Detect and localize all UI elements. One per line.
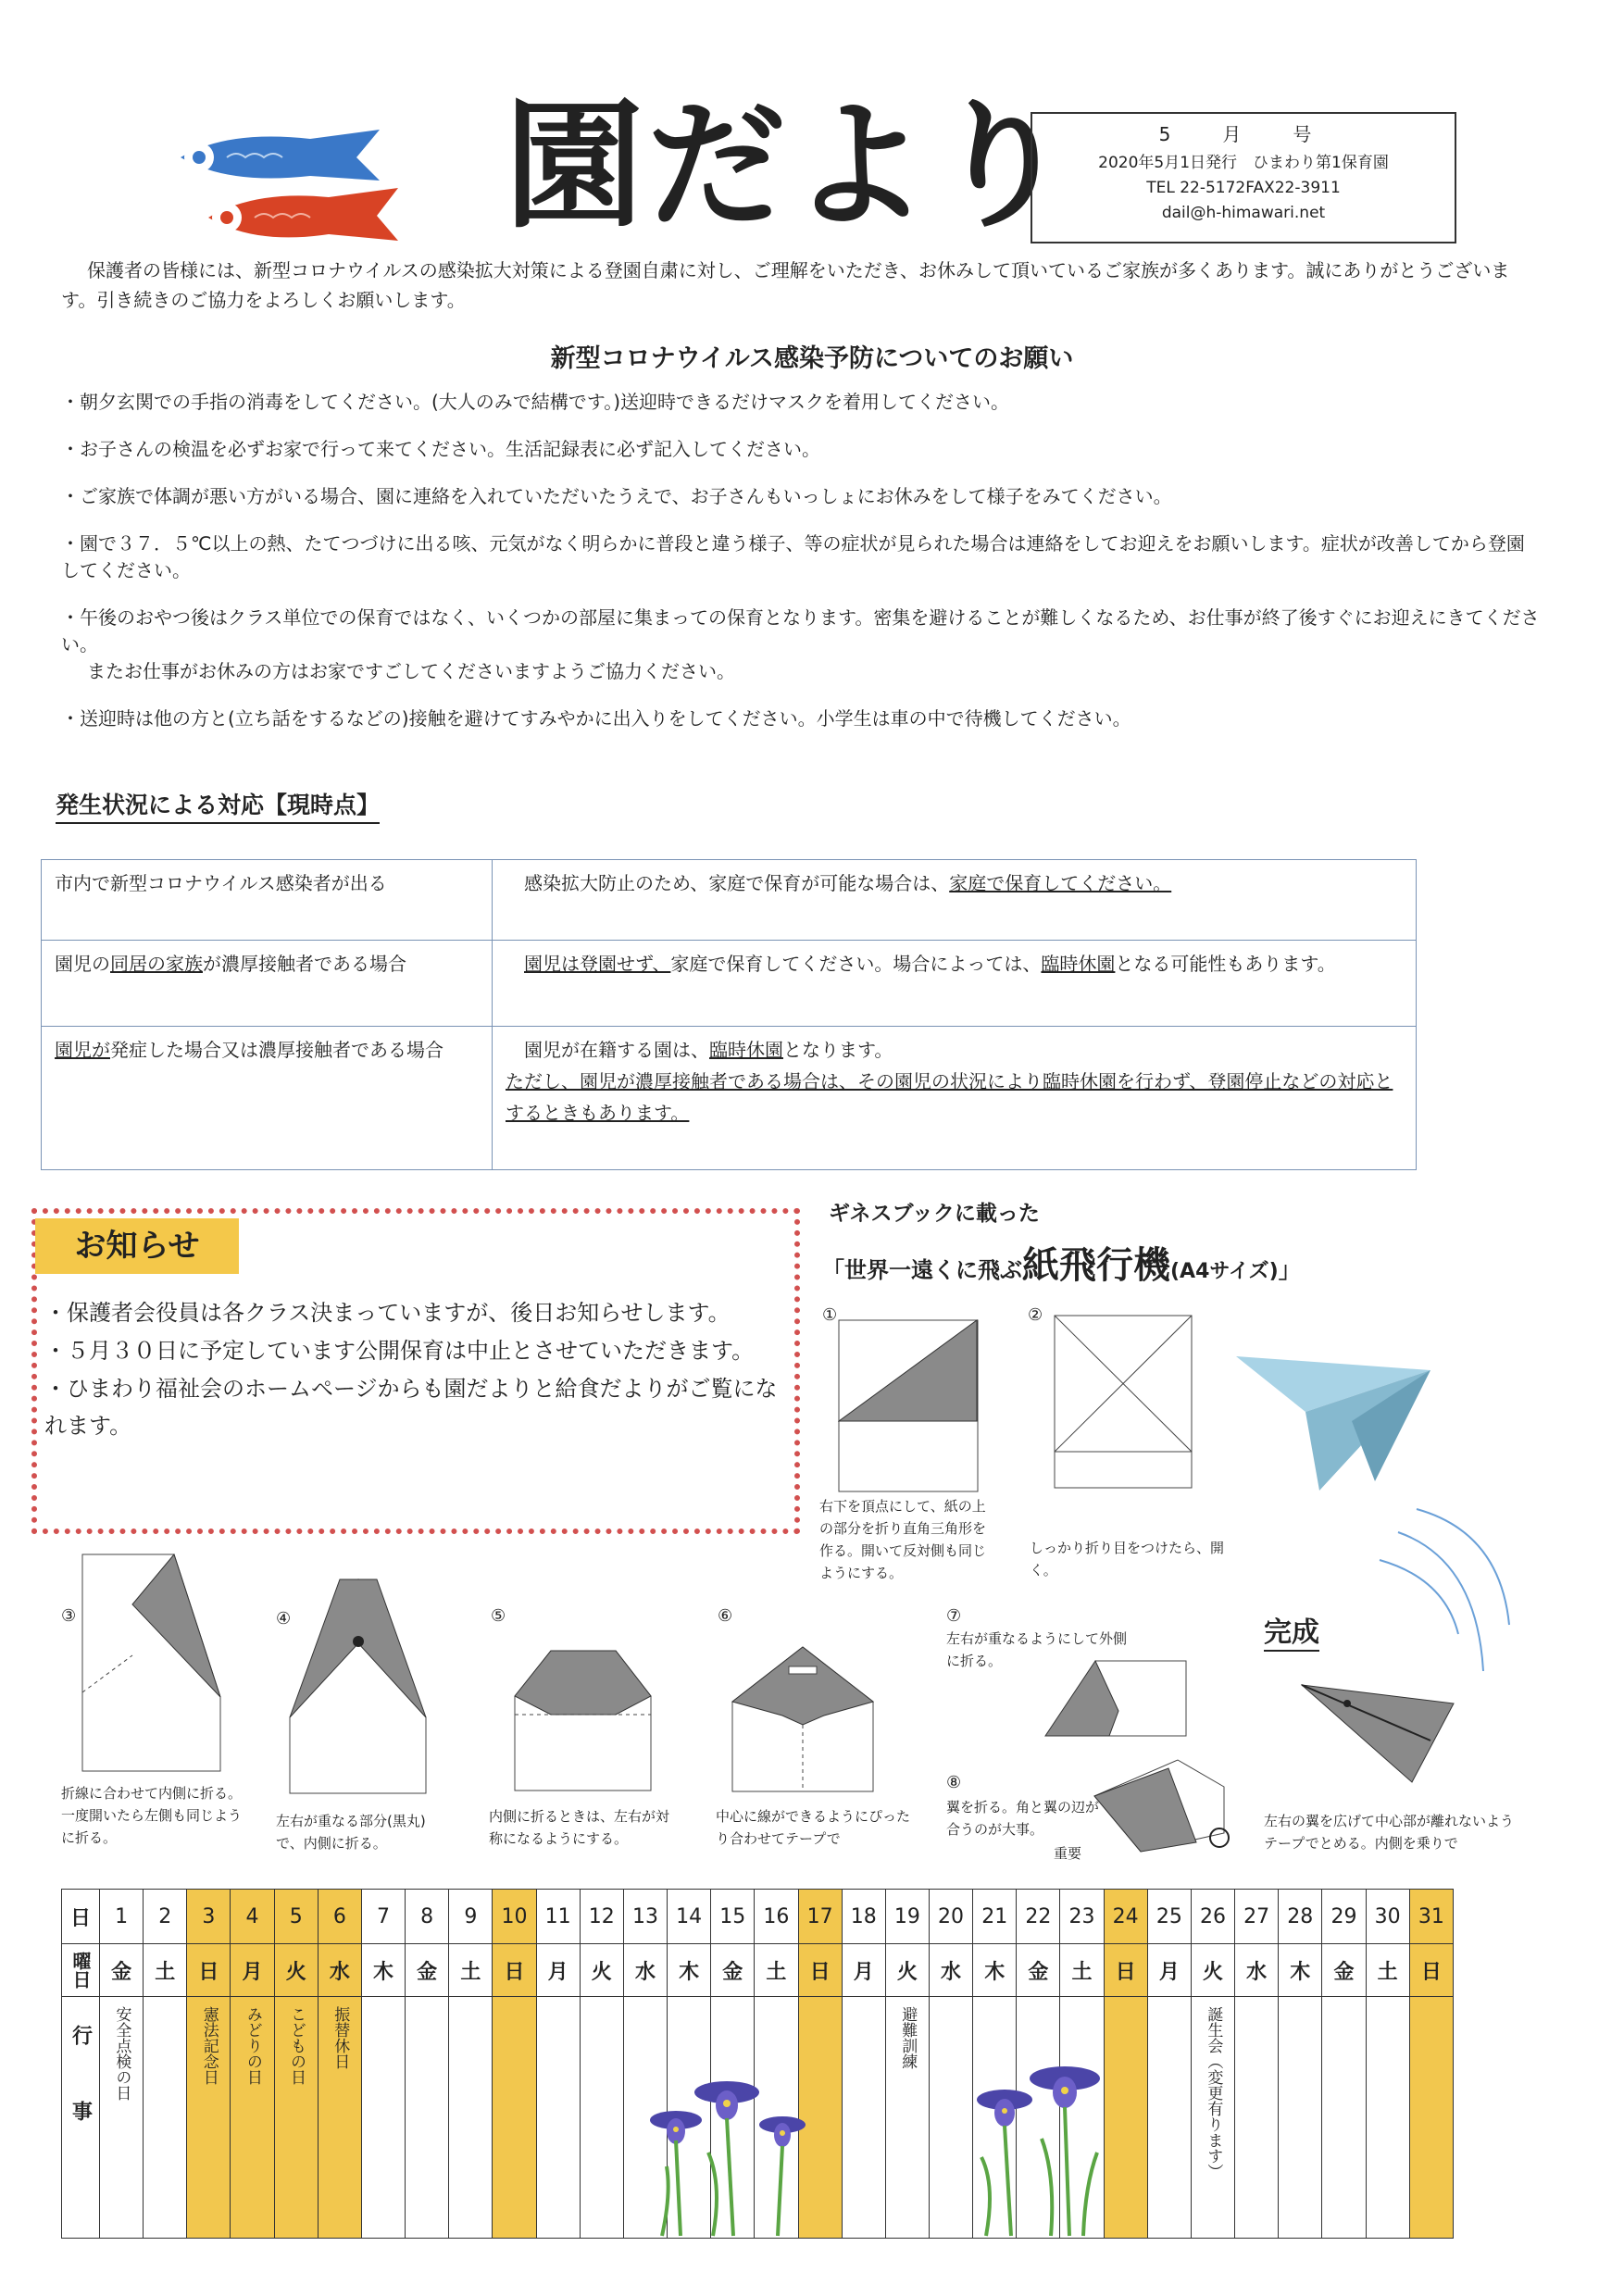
calendar-event-cell bbox=[580, 1997, 623, 2239]
calendar-day-cell: 16 bbox=[755, 1890, 798, 1944]
done-title: 完成 bbox=[1264, 1609, 1319, 1652]
calendar-weekday-cell: 月 bbox=[231, 1944, 274, 1997]
calendar-weekday-cell: 日 bbox=[1104, 1944, 1147, 1997]
step-caption: 左右が重なるようにして外側に折る。 bbox=[946, 1630, 1128, 1669]
table-row bbox=[42, 941, 1417, 1027]
calendar-event-text: 避難訓練 bbox=[898, 2006, 918, 2069]
calendar-day-cell: 20 bbox=[929, 1890, 972, 1944]
calendar-day-cell: 15 bbox=[711, 1890, 755, 1944]
calendar-day-cell: 10 bbox=[493, 1890, 536, 1944]
koinobori-icon bbox=[171, 125, 412, 255]
calendar-weekday-cell: 金 bbox=[1017, 1944, 1060, 1997]
step-number: ⑥ bbox=[718, 1606, 733, 1626]
iris-flowers-icon bbox=[630, 2065, 1111, 2240]
list-item-text: ・午後のおやつ後はクラス単位での保育ではなく、いくつかの部屋に集まっての保育となります。密集を避けることが難しくなるため、お仕事が終了後すぐにお迎えにきてください。 bbox=[61, 606, 1540, 655]
calendar-event-cell bbox=[187, 1997, 231, 2239]
calendar-day-cell: 19 bbox=[885, 1890, 929, 1944]
calendar-event-text: 誕生会（変更有ります） bbox=[1204, 2006, 1223, 2179]
step7-diagram-icon bbox=[1044, 1660, 1188, 1739]
step8-diagram-icon bbox=[1085, 1759, 1247, 1856]
calendar-event-cell bbox=[1191, 1997, 1234, 2239]
calendar-row-label: 曜日 bbox=[62, 1944, 100, 1997]
calendar-event-cell bbox=[1366, 1997, 1409, 2239]
step-number: ⑦ bbox=[946, 1606, 962, 1626]
important-label: 重要 bbox=[1054, 1845, 1082, 1862]
calendar-day-cell: 23 bbox=[1060, 1890, 1104, 1944]
list-item-sub: またお仕事がお休みの方はお家ですごしてくださいますようご協力ください。 bbox=[87, 660, 735, 682]
calendar-weekday-cell: 土 bbox=[449, 1944, 493, 1997]
calendar-weekday-cell: 金 bbox=[406, 1944, 449, 1997]
calendar-day-cell: 11 bbox=[536, 1890, 580, 1944]
calendar-day-cell: 26 bbox=[1191, 1890, 1234, 1944]
calendar-weekday-cell: 月 bbox=[1147, 1944, 1191, 1997]
calendar-event-cell bbox=[274, 1997, 318, 2239]
calendar-day-cell: 3 bbox=[187, 1890, 231, 1944]
list-item: ・ご家族で体調が悪い方がいる場合、園に連絡を入れていただいたうえで、お子さんもいっしょにお休みをして様子をみてください。 bbox=[61, 485, 1172, 507]
calendar-weekday-cell: 火 bbox=[885, 1944, 929, 1997]
calendar-event-text: こどもの日 bbox=[287, 2006, 306, 2085]
list-item bbox=[61, 605, 1543, 685]
calendar-weekday-cell: 水 bbox=[318, 1944, 361, 1997]
list-item: ・お子さんの検温を必ずお家で行って来てください。生活記録表に必ず記入してください。 bbox=[61, 438, 820, 460]
calendar-event-text: みどりの日 bbox=[243, 2006, 262, 2085]
calendar-day-cell: 17 bbox=[798, 1890, 842, 1944]
calendar-weekday-cell: 日 bbox=[798, 1944, 842, 1997]
calendar-day-cell: 25 bbox=[1147, 1890, 1191, 1944]
step-caption: 右下を頂点にして、紙の上の部分を折り直角三角形を作る。開いて反対側も同じようにする。 bbox=[819, 1498, 987, 1581]
table-row bbox=[42, 1027, 1417, 1170]
calendar-day-cell: 13 bbox=[623, 1890, 667, 1944]
step-caption: 翼を折る。角と翼の辺が合うのが大事。 bbox=[946, 1799, 1100, 1838]
plane-subheading: 「世界一遠くに飛ぶ紙飛行機(A4サイズ)」 bbox=[822, 1244, 1301, 1287]
step-number: ④ bbox=[276, 1609, 292, 1628]
calendar-event-cell bbox=[100, 1997, 144, 2239]
issue-month: 5 月 号 bbox=[1158, 123, 1329, 145]
step5-diagram-icon bbox=[514, 1650, 653, 1793]
calendar-event-text: 振替休日 bbox=[331, 2006, 350, 2069]
list-item: ・保護者会役員は各クラス決まっていますが、後日お知らせします。 bbox=[44, 1300, 731, 1326]
step1-diagram-icon bbox=[838, 1319, 981, 1495]
calendar-weekday-cell: 日 bbox=[1409, 1944, 1453, 1997]
calendar-day-cell: 31 bbox=[1409, 1890, 1453, 1944]
calendar-day-cell: 14 bbox=[668, 1890, 711, 1944]
notice-list bbox=[44, 1294, 794, 1445]
calendar-event-cell bbox=[231, 1997, 274, 2239]
calendar-weekday-cell: 月 bbox=[536, 1944, 580, 1997]
calendar-event-cell bbox=[1409, 1997, 1453, 2239]
case-cell: 市内で新型コロナウイルス感染者が出る bbox=[42, 860, 493, 941]
calendar-days-row bbox=[62, 1890, 1454, 1944]
calendar-day-cell: 30 bbox=[1366, 1890, 1409, 1944]
calendar-event-cell bbox=[493, 1997, 536, 2239]
step-caption: 中心に線ができるようにぴったり合わせてテープで bbox=[716, 1808, 911, 1847]
calendar-weekday-cell: 木 bbox=[973, 1944, 1017, 1997]
table-row bbox=[42, 860, 1417, 941]
calendar-day-cell: 5 bbox=[274, 1890, 318, 1944]
calendar-weekday-cell: 日 bbox=[187, 1944, 231, 1997]
calendar-day-cell: 4 bbox=[231, 1890, 274, 1944]
step-number: ① bbox=[822, 1305, 838, 1325]
calendar-weekday-cell: 火 bbox=[580, 1944, 623, 1997]
response-cell: 園児は登園せず、家庭で保育してください。場合によっては、臨時休園となる可能性もあります。 bbox=[493, 941, 1417, 1027]
list-item: ・５月３０日に予定しています公開保育は中止とさせていただきます。 bbox=[44, 1337, 755, 1364]
calendar-event-cell bbox=[1279, 1997, 1322, 2239]
calendar-weekday-cell: 土 bbox=[1366, 1944, 1409, 1997]
calendar-weekday-cell: 火 bbox=[1191, 1944, 1234, 1997]
step-caption: 左右が重なる部分(黒丸)で、内側に折る。 bbox=[276, 1813, 426, 1852]
calendar-event-cell bbox=[318, 1997, 361, 2239]
status-title: 発生状況による対応【現時点】 bbox=[56, 787, 380, 824]
step-caption: しっかり折り目をつけたら、開く。 bbox=[1030, 1540, 1225, 1578]
calendar-day-cell: 8 bbox=[406, 1890, 449, 1944]
calendar-event-cell bbox=[144, 1997, 187, 2239]
calendar-day-cell: 24 bbox=[1104, 1890, 1147, 1944]
done-caption: 左右の翼を広げて中心部が離れないようテープでとめる。内側を乗りで bbox=[1264, 1813, 1515, 1852]
list-item: ・送迎時は他の方と(立ち話をするなどの)接触を避けてすみやかに出入りをしてください。小学生は車の中で待機してください。 bbox=[61, 707, 1131, 730]
calendar-weekday-cell: 金 bbox=[711, 1944, 755, 1997]
calendar-event-text: 安全点検の日 bbox=[112, 2006, 131, 2101]
response-cell: 園児が在籍する園は、臨時休園となります。 ただし、園児が濃厚接触者である場合は、その園児の状況により臨時休園を行わず、登園停止などの対応とするときもあります。 bbox=[493, 1027, 1417, 1170]
calendar-weekday-cell: 金 bbox=[100, 1944, 144, 1997]
calendar-row-label: 行事 bbox=[62, 1997, 100, 2239]
calendar-weekday-cell: 土 bbox=[755, 1944, 798, 1997]
calendar-weekday-cell: 水 bbox=[929, 1944, 972, 1997]
calendar-weekday-cell: 水 bbox=[623, 1944, 667, 1997]
calendar-event-cell bbox=[1147, 1997, 1191, 2239]
step-number: ⑧ bbox=[946, 1773, 962, 1792]
calendar-weekday-cell: 木 bbox=[361, 1944, 405, 1997]
calendar-day-cell: 18 bbox=[842, 1890, 885, 1944]
response-cell: 感染拡大防止のため、家庭で保育が可能な場合は、家庭で保育してください。 bbox=[493, 860, 1417, 941]
calendar-day-cell: 21 bbox=[973, 1890, 1017, 1944]
notice-label: お知らせ bbox=[35, 1218, 239, 1274]
step6-diagram-icon bbox=[731, 1646, 875, 1794]
calendar-day-cell: 27 bbox=[1235, 1890, 1279, 1944]
finished-plane-icon bbox=[1301, 1676, 1458, 1787]
calendar-day-cell: 1 bbox=[100, 1890, 144, 1944]
intro-text: 保護者の皆様には、新型コロナウイルスの感染拡大対策による登園自粛に対し、ご理解をいただき、お休みして頂いているご家族が多くあります。誠にありがとうございます。引き続きのご協力をよろしくお願いします。 bbox=[61, 259, 1510, 311]
calendar-day-cell: 29 bbox=[1322, 1890, 1366, 1944]
step-number: ⑤ bbox=[491, 1606, 506, 1626]
step-number: ② bbox=[1028, 1305, 1043, 1325]
calendar-weekday-cell: 日 bbox=[493, 1944, 536, 1997]
calendar-weekday-row bbox=[62, 1944, 1454, 1997]
case-cell: 園児が発症した場合又は濃厚接触者である場合 bbox=[42, 1027, 493, 1170]
request-list bbox=[61, 389, 1543, 753]
calendar-weekday-cell: 火 bbox=[274, 1944, 318, 1997]
calendar-weekday-cell: 土 bbox=[144, 1944, 187, 1997]
calendar-day-cell: 22 bbox=[1017, 1890, 1060, 1944]
calendar-day-cell: 12 bbox=[580, 1890, 623, 1944]
list-item: ・朝夕玄関での手指の消毒をしてください。(大人のみで結構です。)送迎時できるだけマスクを着用してください。 bbox=[61, 391, 1010, 413]
calendar-event-cell bbox=[1322, 1997, 1366, 2239]
calendar-event-text: 憲法記念日 bbox=[199, 2006, 219, 2085]
status-table bbox=[41, 859, 1417, 1170]
plane-heading: ギネスブックに載った bbox=[829, 1202, 1040, 1226]
calendar-day-cell: 28 bbox=[1279, 1890, 1322, 1944]
step-caption: 内側に折るときは、左右が対称になるようにする。 bbox=[489, 1808, 670, 1847]
step2-diagram-icon bbox=[1054, 1315, 1194, 1491]
calendar-weekday-cell: 月 bbox=[842, 1944, 885, 1997]
step3-diagram-icon bbox=[81, 1554, 222, 1776]
contact-email: dail@h-himawari.net bbox=[1161, 204, 1326, 223]
calendar-row-label: 日 bbox=[62, 1890, 100, 1944]
calendar-event-cell bbox=[1235, 1997, 1279, 2239]
page-title: 園だより bbox=[505, 86, 1076, 247]
step-caption: 折線に合わせて内側に折る。一度開いたら左側も同じように折る。 bbox=[61, 1785, 243, 1846]
case-cell: 園児の同居の家族が濃厚接触者である場合 bbox=[42, 941, 493, 1027]
calendar-day-cell: 2 bbox=[144, 1890, 187, 1944]
step4-diagram-icon bbox=[289, 1578, 428, 1796]
calendar-event-cell bbox=[406, 1997, 449, 2239]
issue-date: 2020年5月1日発行 ひまわり第1保育園 bbox=[1098, 154, 1389, 172]
calendar-event-cell bbox=[449, 1997, 493, 2239]
list-item: ・ひまわり福祉会のホームページからも園だよりと給食だよりがご覧になれます。 bbox=[44, 1375, 778, 1440]
calendar-weekday-cell: 木 bbox=[1279, 1944, 1322, 1997]
calendar-day-cell: 6 bbox=[318, 1890, 361, 1944]
contact-phone: TEL 22-5172FAX22-3911 bbox=[1146, 179, 1341, 198]
calendar-event-cell bbox=[361, 1997, 405, 2239]
calendar-weekday-cell: 金 bbox=[1322, 1944, 1366, 1997]
section-title: 新型コロナウイルス感染予防についてのお願い bbox=[550, 344, 1074, 373]
calendar-day-cell: 7 bbox=[361, 1890, 405, 1944]
calendar-weekday-cell: 土 bbox=[1060, 1944, 1104, 1997]
calendar-event-cell bbox=[536, 1997, 580, 2239]
calendar-weekday-cell: 水 bbox=[1235, 1944, 1279, 1997]
calendar-weekday-cell: 木 bbox=[668, 1944, 711, 1997]
step-number: ③ bbox=[61, 1606, 77, 1626]
list-item: ・園で３７．５℃以上の熱、たてつづけに出る咳、元気がなく明らかに普段と違う様子、等の症状が見られた場合は連絡をしてお迎えをお願いします。症状が改善してから登園してください。 bbox=[61, 532, 1525, 581]
calendar-day-cell: 9 bbox=[449, 1890, 493, 1944]
issue-info-box bbox=[1031, 112, 1456, 243]
